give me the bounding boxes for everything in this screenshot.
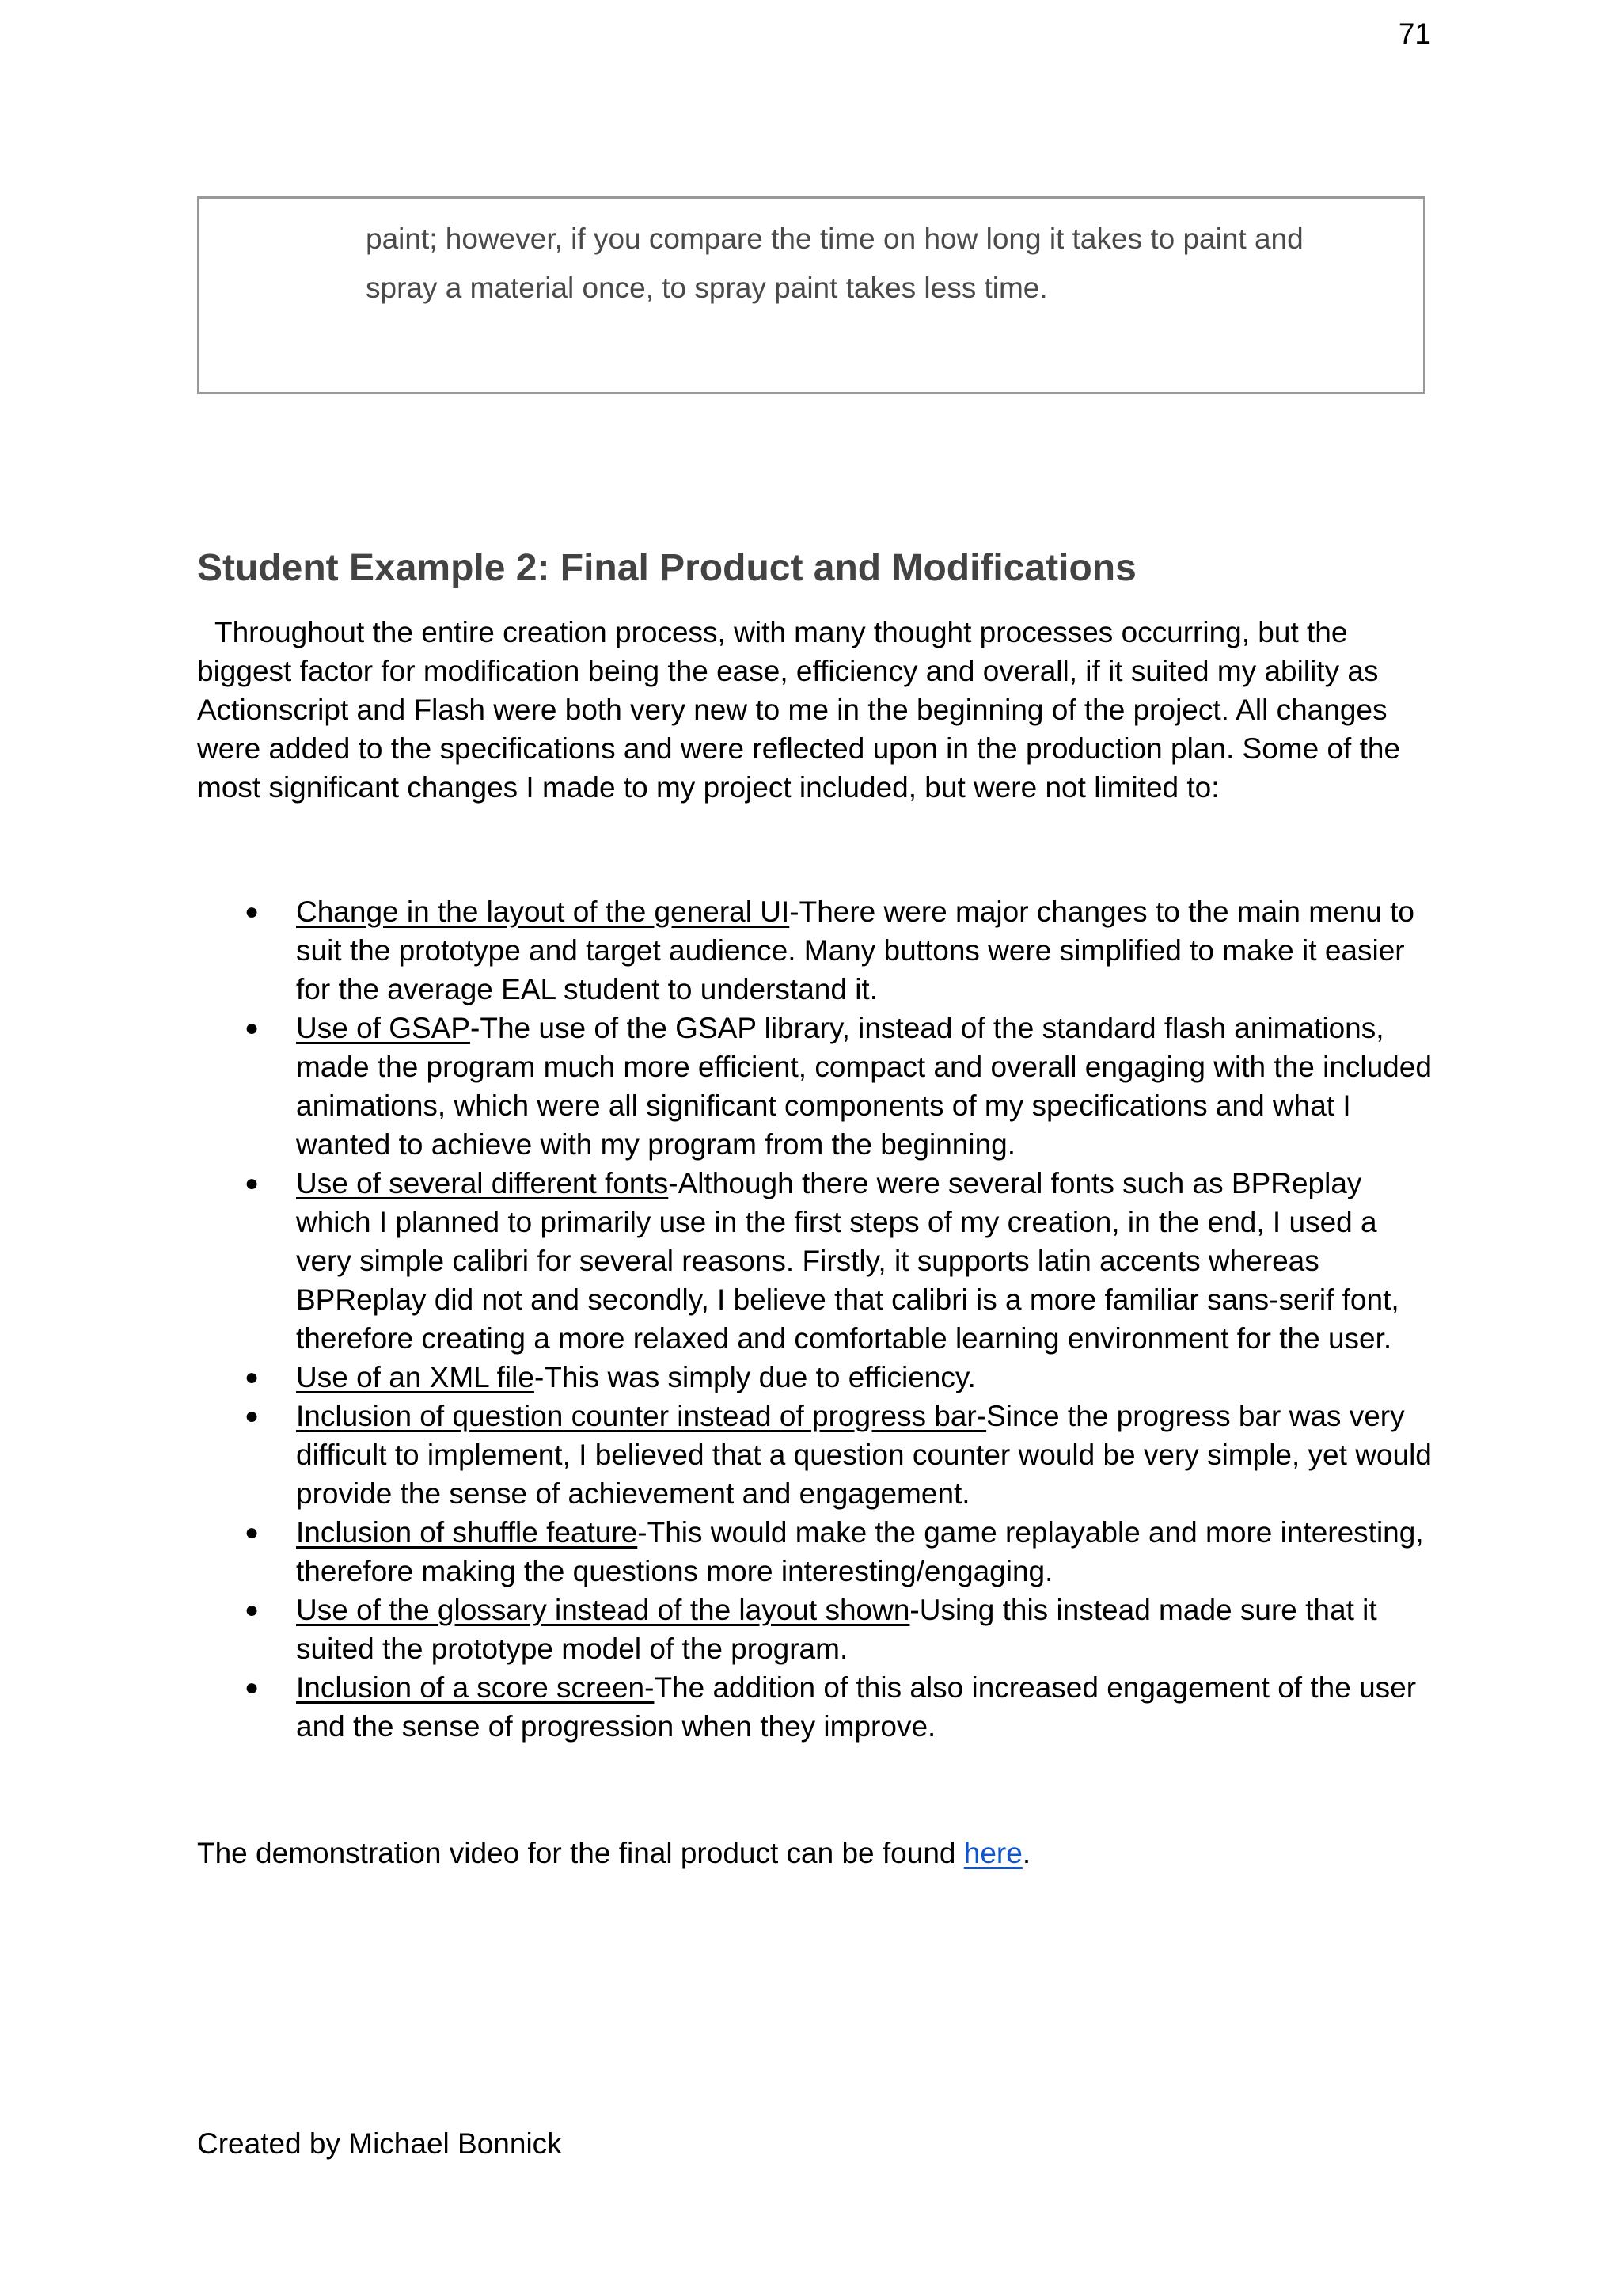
- quote-box: [197, 196, 1425, 394]
- intro-paragraph: Throughout the entire creation process, with many thought processes occurring, but the biggest factor for modification being the ease, efficiency and overall, if it suited my ability as Actionscript and Flash were both very new to me in the beginning of the project. All changes were added to the specifications and were reflected upon in the production plan. Some of the most significant changes I made to my project included, but were not limited to:: [197, 616, 1401, 804]
- demo-video-link[interactable]: here: [963, 1837, 1023, 1869]
- section-heading: Student Example 2: Final Product and Modifications: [197, 547, 1137, 589]
- list-item-text: Since the progress bar was very difficult to implement, I believed that a question counter would be very simple, yet would provide the sense of achievement and engagement.: [296, 1400, 1432, 1510]
- page-number: 71: [1398, 17, 1431, 50]
- list-item-title: Change in the layout of the general UI: [296, 895, 790, 928]
- list-item: [197, 1668, 1440, 1746]
- list-item-title: Use of the glossary instead of the layout shown: [296, 1594, 910, 1626]
- modification-list: [197, 892, 1440, 1746]
- list-item: [197, 892, 1440, 1009]
- list-item-title: Use of GSAP: [296, 1012, 471, 1044]
- list-item: [197, 1009, 1440, 1164]
- quote-text: paint; however, if you compare the time on how long it takes to paint and spray a material once, to spray paint takes less time.: [366, 222, 1304, 304]
- demo-video-line: [197, 1834, 1031, 1872]
- list-item-title: Inclusion of a score screen-: [296, 1671, 655, 1704]
- list-item: [197, 1513, 1440, 1591]
- list-item-text: -Using this instead made sure that it suited the prototype model of the program.: [296, 1594, 1377, 1665]
- list-item: [197, 1397, 1440, 1513]
- bullet-icon: ●: [245, 1597, 260, 1623]
- list-item: [197, 1591, 1440, 1668]
- demo-video-period: .: [1022, 1837, 1031, 1869]
- bullet-icon: ●: [245, 1170, 260, 1196]
- list-item-text: -This was simply due to efficiency.: [533, 1361, 976, 1393]
- bullet-icon: ●: [245, 1015, 260, 1041]
- list-item-text: The addition of this also increased engagement of the user and the sense of progression when they improve.: [296, 1671, 1417, 1743]
- list-item: [197, 1358, 1440, 1397]
- list-item-title: Use of several different fonts: [296, 1167, 669, 1199]
- bullet-icon: ●: [245, 1674, 260, 1701]
- list-item-text: -There were major changes to the main menu to suit the prototype and target audience. Many buttons were simplified to make it easier for the average EAL student to understand it.: [296, 895, 1414, 1005]
- list-item-title: Inclusion of shuffle feature: [296, 1516, 638, 1549]
- list-item-title: Use of an XML file: [296, 1361, 534, 1393]
- bullet-icon: ●: [245, 1403, 260, 1429]
- list-item: [197, 1164, 1440, 1358]
- demo-video-text: The demonstration video for the final product can be found: [197, 1837, 964, 1869]
- list-item-text: -Although there were several fonts such as BPReplay which I planned to primarily use in the first steps of my creation, in the end, I used a very simple calibri for several reasons. Firstly, it supports latin accents whereas BPReplay did not and secondly, I believe that calibri is a more familiar sans-serif font, therefore creating a more relaxed and comfortable learning environment for the user.: [296, 1167, 1399, 1355]
- bullet-icon: ●: [245, 899, 260, 925]
- list-item-text: -This would make the game replayable and more interesting, therefore making the questions more interesting/engaging.: [296, 1516, 1424, 1587]
- bullet-icon: ●: [245, 1364, 260, 1390]
- bullet-icon: ●: [245, 1519, 260, 1545]
- page-footer: Created by Michael Bonnick: [197, 2127, 562, 2160]
- list-item-title: Inclusion of question counter instead of progress bar-: [296, 1400, 987, 1432]
- list-item-text: -The use of the GSAP library, instead of the standard flash animations, made the program much more efficient, compact and overall engaging with the included animations, which were all significant components of my specifications and what I wanted to achieve with my program from the beginning.: [296, 1012, 1432, 1161]
